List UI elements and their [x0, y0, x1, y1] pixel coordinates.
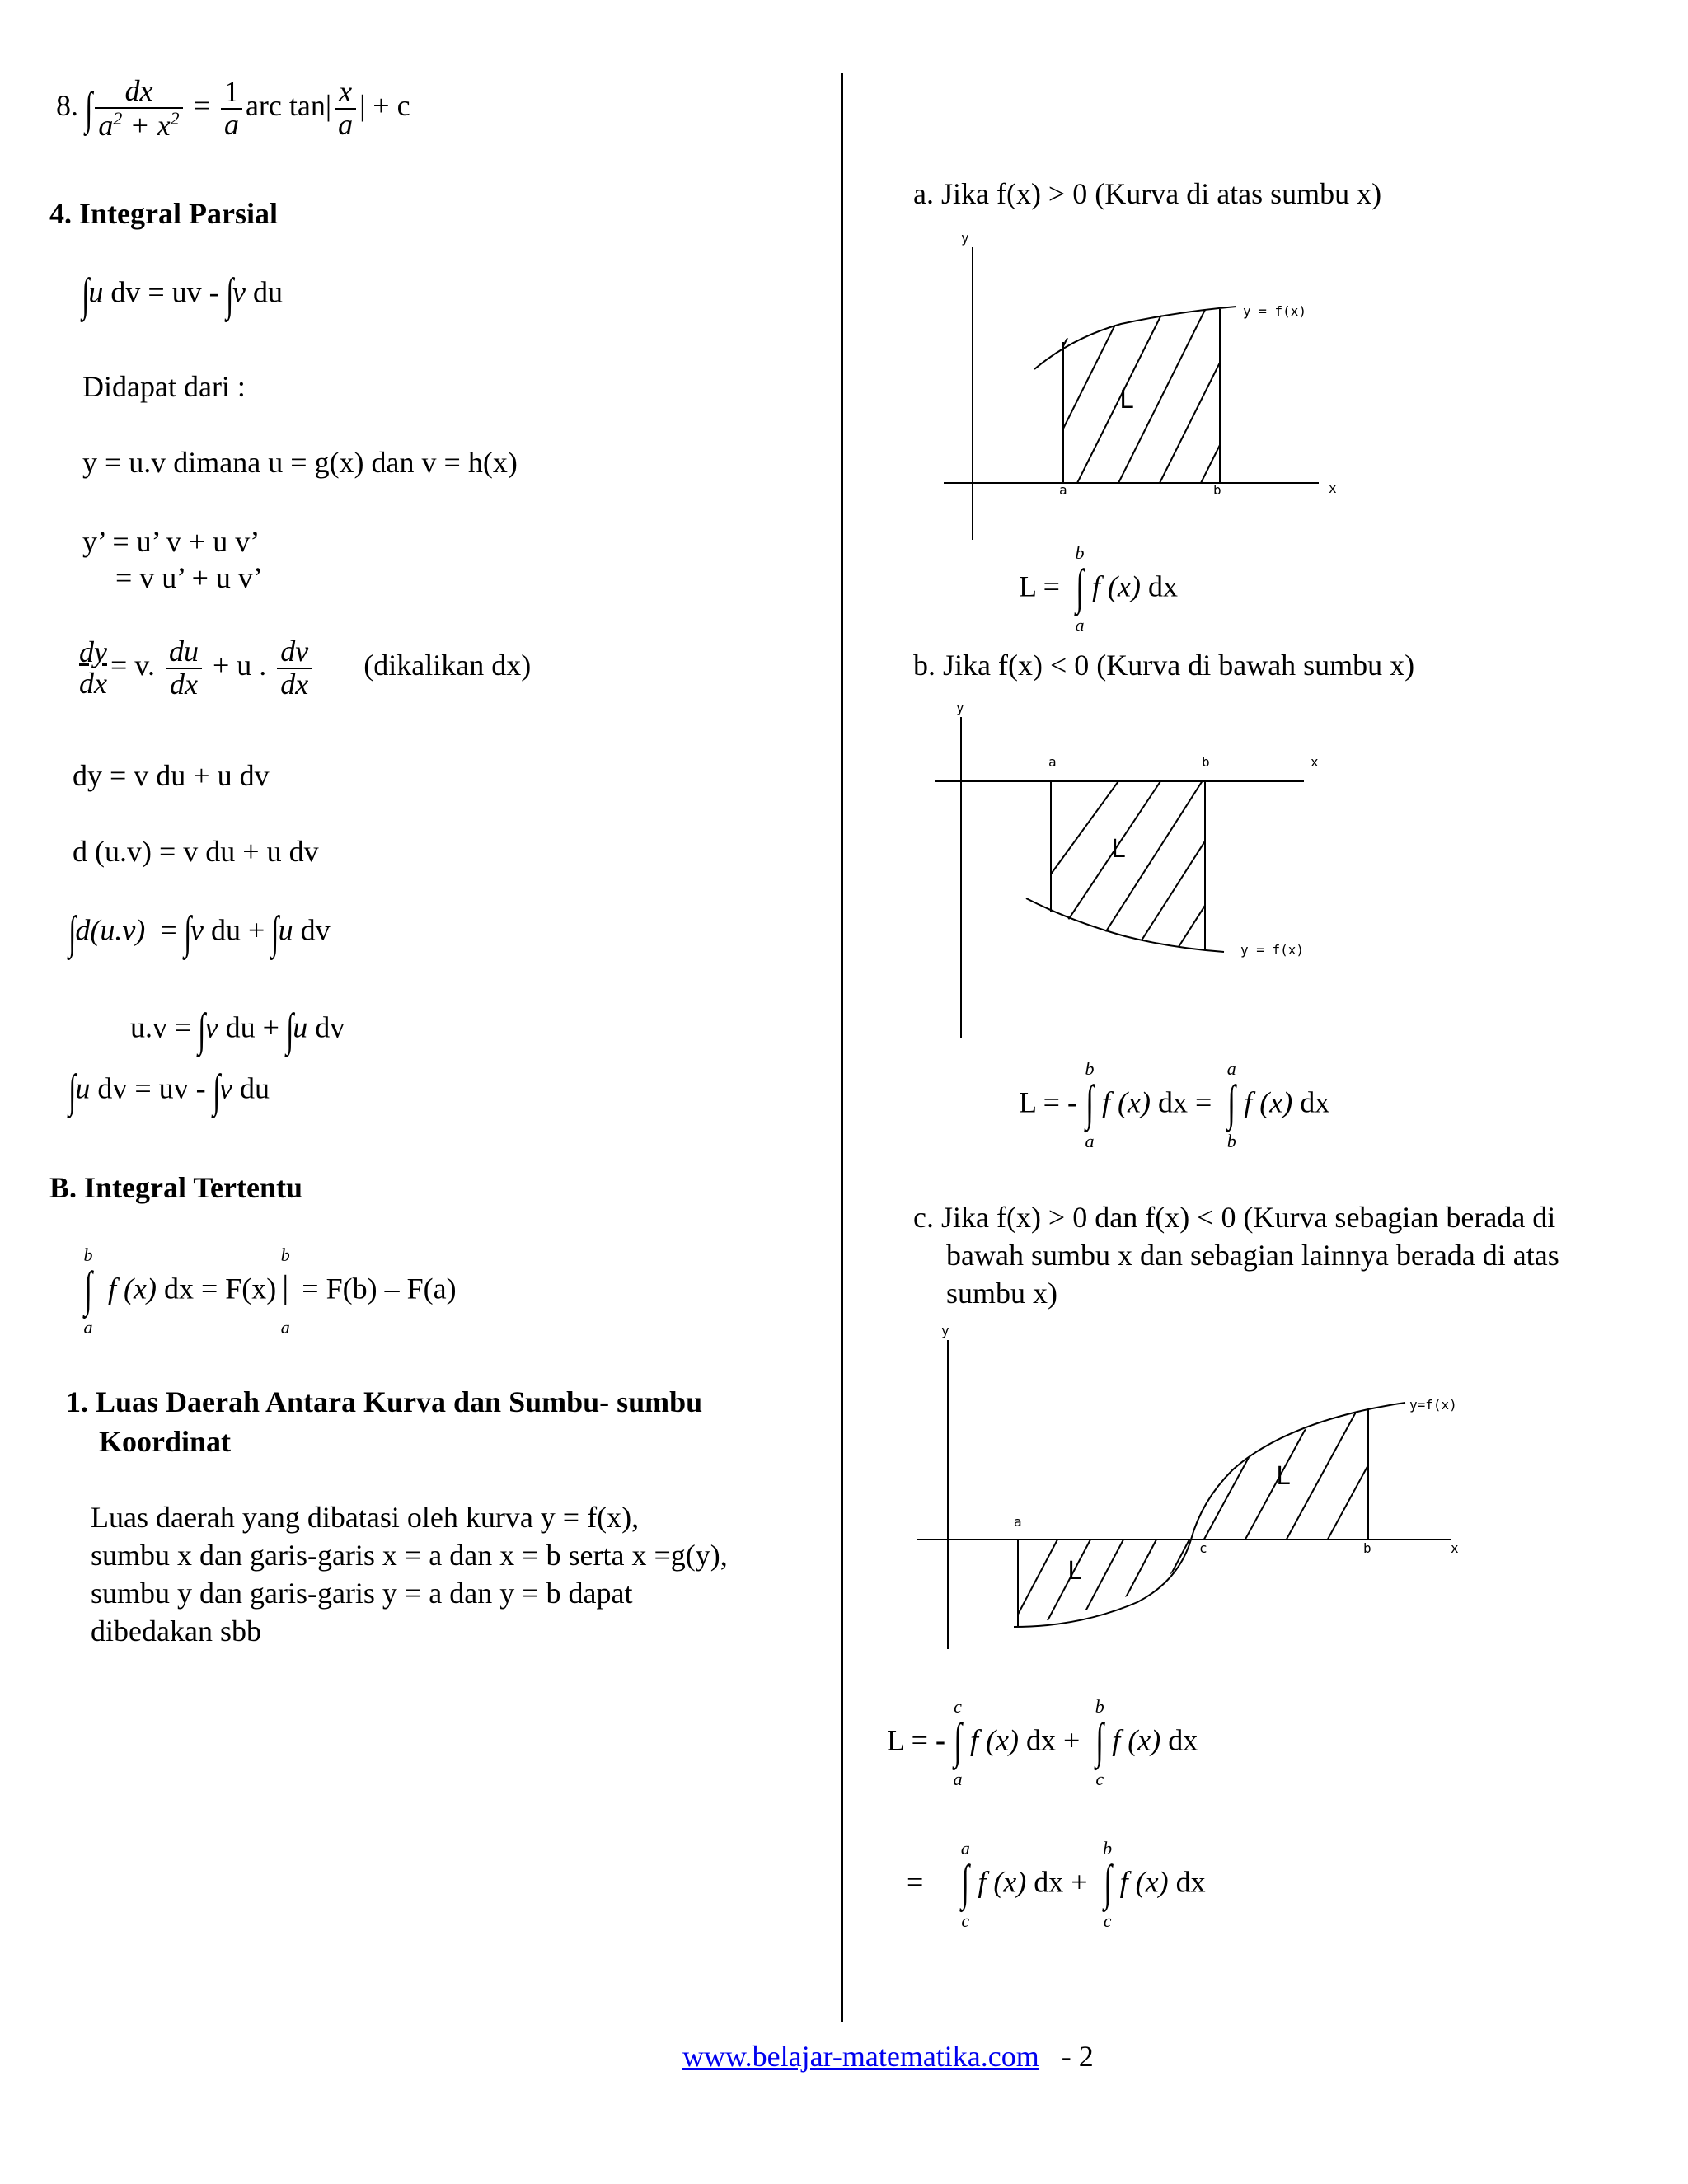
formula-int-duv: ∫d(u.v) = ∫v du + ∫u dv [68, 907, 331, 958]
graph-a-a-label: a [1059, 482, 1067, 498]
paragraph-luas: Luas daerah yang dibatasi oleh kurva y = f(x), sumbu x dan garis-garis x = a dan x = b serta x =g(y), sumbu y dan garis-garis y = a dan y = b dapat dibedakan sbb [91, 1501, 728, 1647]
graph-b-x-label: x [1311, 754, 1319, 770]
formula-tertentu: b ∫ a f (x) dx = F(x) b | a = F(b) – F(a) [83, 1244, 457, 1338]
fraction: $\frac{x}{a}$ [335, 77, 356, 141]
graph-c [907, 1324, 1484, 1653]
text-didapat: Didapat dari : [82, 370, 246, 403]
heading-luas-line2: Koordinat [99, 1425, 232, 1458]
graph-b-b-label: b [1202, 754, 1210, 770]
case-b-title: b. Jika f(x) < 0 (Kurva di bawah sumbu x) [913, 649, 1415, 682]
formula-b: L = - b ∫ a f (x) dx = a ∫ b f (x) dx [1019, 1058, 1330, 1151]
text-line-y: y = u.v dimana u = g(x) dan v = h(x) [82, 446, 518, 479]
formula-parsial: ∫u dv = uv - ∫v du [82, 269, 283, 321]
graph-c-c-label: c [1199, 1540, 1207, 1556]
graph-b-a-label: a [1048, 754, 1057, 770]
graph-a-b-label: b [1213, 482, 1221, 498]
formula-a: L = b ∫ a f (x) dx [1019, 542, 1178, 635]
graph-c-x-label: x [1451, 1540, 1459, 1556]
column-divider [841, 73, 843, 2022]
heading-integral-tertentu: B. Integral Tertentu [49, 1171, 303, 1204]
graph-b [923, 701, 1352, 1047]
graph-a-x-label: x [1329, 480, 1337, 496]
graph-a [931, 231, 1360, 552]
heading-integral-parsial: 4. Integral Parsial [49, 197, 278, 230]
graph-c-L-neg-label: L [1067, 1557, 1083, 1586]
graph-c-b-label: b [1363, 1540, 1372, 1556]
graph-b-y-label: y [956, 701, 964, 715]
page-number: - 2 [1061, 2040, 1094, 2073]
formula-8: 8. ∫ $\frac{dx}{a^2 + x^2}$ = $\frac{1}{a}$ arc tan| $\frac{x}{a}$ | + c [56, 74, 410, 142]
graph-a-L-label: L [1119, 386, 1135, 415]
integral-sign: ∫ [85, 82, 93, 134]
graph-c-fx-label: y=f(x) [1409, 1397, 1457, 1413]
formula-final: ∫u dv = uv - ∫v du [68, 1066, 270, 1117]
text-dy-line: dy = v du + u dv [73, 759, 270, 792]
footer [682, 2039, 1094, 2074]
graph-b-L-label: L [1111, 835, 1127, 864]
formula-uv: u.v = ∫v du + ∫u dv [130, 1005, 345, 1056]
fraction: $\frac{1}{a}$ [221, 77, 242, 141]
graph-b-fx-label: y = f(x) [1240, 942, 1305, 958]
formula-c1: L = - c ∫ a f (x) dx + b ∫ c f (x) dx [887, 1696, 1198, 1789]
graph-a-fx-label: y = f(x) [1243, 303, 1307, 319]
graph-c-L-pos-label: L [1276, 1462, 1292, 1491]
formula-c2: = a ∫ c f (x) dx + b ∫ c f (x) dx [907, 1838, 1206, 1931]
graph-a-y-label: y [961, 231, 969, 246]
formula-derivative: $\frac{dy}{dx}$ = v. $\frac{du}{dx}$ + u . $\frac{dv}{dx}$ (dikalikan dx) [79, 635, 532, 701]
heading-luas-line1: 1. Luas Daerah Antara Kurva dan Sumbu- sumbu [66, 1385, 703, 1418]
text-duv-line: d (u.v) = v du + u dv [73, 835, 319, 868]
fraction: $\frac{dx}{a^2 + x^2}$ [95, 76, 182, 142]
graph-c-y-label: y [941, 1324, 950, 1338]
text-line-yp1: y’ = u’ v + u v’ [82, 525, 260, 558]
text-line-yp2: = v u’ + u v’ [115, 561, 263, 594]
case-a-title: a. Jika f(x) > 0 (Kurva di atas sumbu x) [913, 177, 1382, 210]
graph-c-a-label: a [1014, 1514, 1022, 1530]
footer-link[interactable]: www.belajar-matematika.com [682, 2040, 1039, 2073]
case-c-title: c. Jika f(x) > 0 dan f(x) < 0 (Kurva sebagian berada di bawah sumbu x dan sebagian lainnya berada di atas sumbu x) [913, 1201, 1559, 1310]
